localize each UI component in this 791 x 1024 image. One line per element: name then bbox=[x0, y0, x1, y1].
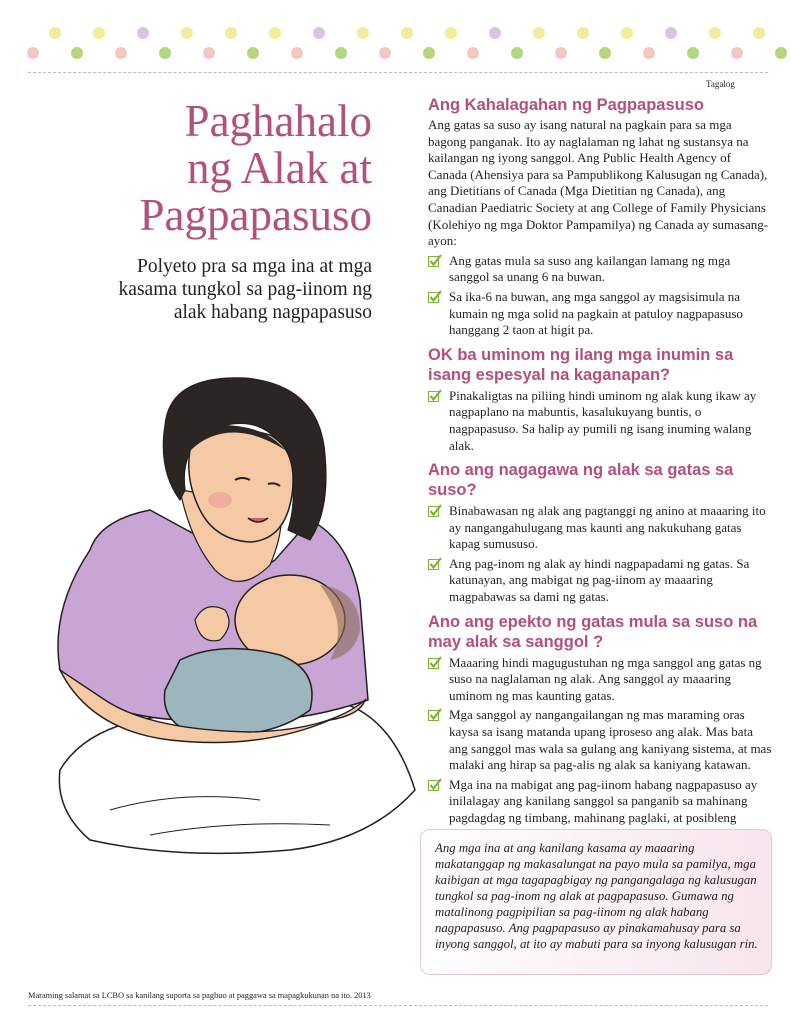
decorative-dot bbox=[115, 47, 127, 59]
decorative-dot bbox=[181, 27, 193, 39]
bullet-list bbox=[428, 503, 773, 606]
mother-baby-illustration bbox=[30, 370, 420, 870]
checkmark-icon bbox=[428, 778, 442, 791]
bullet-text: Ang pag-inom ng alak ay hindi nagpapadami ng gatas. Sa katunayan, ang mabigat ng pag-iinom ay maaaring magpabawas sa dami ng gatas. bbox=[449, 555, 750, 605]
decorative-dot bbox=[621, 27, 633, 39]
section bbox=[428, 460, 773, 606]
decorative-dot bbox=[731, 47, 743, 59]
dot-border bbox=[0, 0, 791, 80]
decorative-dot bbox=[577, 27, 589, 39]
bullet-list bbox=[428, 253, 773, 339]
language-label: Tagalog bbox=[706, 79, 735, 89]
decorative-dot bbox=[71, 47, 83, 59]
decorative-dot bbox=[687, 47, 699, 59]
decorative-dot bbox=[335, 47, 347, 59]
checkmark-icon bbox=[428, 557, 442, 570]
decorative-dot bbox=[401, 27, 413, 39]
decorative-dot bbox=[445, 27, 457, 39]
bullet-text: Binabawasan ng alak ang pagtanggi ng anino at maaaring ito ay nangangahulugang mas kaunti ang nakukuhang gatas kapag sumususo. bbox=[449, 503, 766, 552]
bullet-text: Pinakaligtas na piliing hindi uminom ng alak kung ikaw ay nagpaplano na mabuntis, kasalukuyang buntis, o nagpapasuso. Sa halip ay pumili ng isang inuming walang alak. bbox=[449, 387, 757, 453]
list-item bbox=[428, 655, 773, 705]
decorative-dot bbox=[709, 27, 721, 39]
list-item bbox=[428, 253, 773, 286]
checkmark-icon bbox=[428, 504, 442, 517]
decorative-dot bbox=[313, 27, 325, 39]
bullet-list bbox=[428, 388, 773, 454]
decorative-dot bbox=[753, 27, 765, 39]
decorative-dot bbox=[159, 47, 171, 59]
bullet-text: Ang gatas mula sa suso ang kailangan lamang ng mga sanggol sa unang 6 na buwan. bbox=[449, 252, 731, 285]
decorative-dot bbox=[489, 27, 501, 39]
decorative-dot bbox=[93, 27, 105, 39]
content-column bbox=[428, 95, 773, 849]
section bbox=[428, 612, 773, 844]
callout-box bbox=[420, 829, 772, 975]
checkmark-icon bbox=[428, 290, 442, 303]
section-intro: Ang gatas sa suso ay isang natural na pagkain para sa mga bagong panganak. Ito ay naglalaman ng lahat ng sustansya na kailangan ng iyong sanggol. Ang Public Health Agency of Canada (Ahensiya para sa Pampublikong Kalusugan ng Canada), ang Dietitians of Canada (Mga Dietitian ng Canada), ang Canadian Paediatric Society at ang College of Family Physicians (Kolehiyo ng mga Doktor Pampamilya) ng Canada ay sumasang-ayon: bbox=[428, 117, 769, 249]
section-heading: OK ba uminom ng ilang mga inumin sa isang espesyal na kaganapan? bbox=[428, 345, 734, 384]
section bbox=[428, 345, 773, 454]
page-title bbox=[80, 98, 372, 239]
title-line: Paghahalo bbox=[184, 96, 372, 146]
decorative-dot bbox=[27, 47, 39, 59]
decorative-dot bbox=[511, 47, 523, 59]
decorative-dot bbox=[533, 27, 545, 39]
bullet-text: Mga ina na mabigat ang pag-iinom habang nagpapasuso ay inilalagay ang kanilang sanggol sa panganib sa mahinang pagdagdag ng timbang, mahinang paglaki, at posibleng bbox=[449, 776, 758, 825]
decorative-dot bbox=[225, 27, 237, 39]
title-line: Pagpapasuso bbox=[139, 190, 372, 240]
list-item bbox=[428, 556, 773, 606]
callout-text: Ang mga ina at ang kanilang kasama ay maaaring makatanggap ng makasalungat na payo mula sa pamilya, mga kaibigan at mga tagapagbigay ng pangangalaga ng kalusugan tungkol sa pag-inom ng alak at pagpapasuso. Gumawa ng matalinong pagpipilian sa pag-iinom ng alak habang nagpapasuso. Ang pagpapasuso ay pinakamahusay para sa inyong sanggol, at ito ay mabuti para sa inyong kalusugan rin. bbox=[435, 841, 758, 951]
decorative-dot bbox=[247, 47, 259, 59]
list-item bbox=[428, 289, 773, 339]
decorative-dot bbox=[203, 47, 215, 59]
decorative-dot bbox=[49, 27, 61, 39]
list-item bbox=[428, 707, 773, 773]
section bbox=[428, 95, 773, 339]
decorative-dot bbox=[665, 27, 677, 39]
section-heading: Ano ang epekto ng gatas mula sa suso na may alak sa sanggol ? bbox=[428, 612, 758, 651]
bullet-list bbox=[428, 655, 773, 844]
decorative-dot bbox=[775, 47, 787, 59]
bullet-text: Maaaring hindi magugustuhan ng mga sanggol ang gatas ng suso na naglalaman ng alak. Ang sanggol ay maaaring uminom ng mas kaunting gatas. bbox=[449, 654, 762, 703]
decorative-dot bbox=[555, 47, 567, 59]
bullet-text: Mga sanggol ay nangangailangan ng mas maraming oras kaysa sa isang matanda upang iproseso ang alak. Mas bata ang sanggol mas wala sa gulang ang kaniyang sistema, at mas malaki ang hirap sa pag-alis ng alak sa kaniyang katawan. bbox=[449, 707, 772, 773]
decorative-dot bbox=[643, 47, 655, 59]
section-heading: Ang Kahalagahan ng Pagpapasuso bbox=[428, 96, 704, 114]
list-item bbox=[428, 503, 773, 553]
page-subtitle: Polyeto pra sa mga ina at mga kasama tungkol sa pag-iinom ng alak habang nagpapasuso bbox=[118, 256, 372, 323]
checkmark-icon bbox=[428, 254, 442, 267]
checkmark-icon bbox=[428, 389, 442, 402]
footer-acknowledgement: Maraming salamat sa LCBO sa kanilang suporta sa pagbuo at paggawa sa mapagkukunan na ito. 2013 bbox=[28, 991, 371, 1000]
decorative-dot bbox=[379, 47, 391, 59]
checkmark-icon bbox=[428, 708, 442, 721]
bullet-text: Sa ika-6 na buwan, ang mga sanggol ay magsisimula na kumain ng mga solid na pagkain at patuloy nagpapasuso hanggang 2 taon at higit pa. bbox=[449, 288, 743, 338]
top-dashed-divider bbox=[28, 72, 768, 73]
checkmark-icon bbox=[428, 656, 442, 669]
decorative-dot bbox=[137, 27, 149, 39]
bottom-dashed-divider bbox=[28, 1005, 768, 1006]
decorative-dot bbox=[599, 47, 611, 59]
section-heading: Ano ang nagagawa ng alak sa gatas sa suso? bbox=[428, 461, 734, 500]
decorative-dot bbox=[357, 27, 369, 39]
decorative-dot bbox=[467, 47, 479, 59]
title-line: ng Alak at bbox=[187, 143, 372, 193]
decorative-dot bbox=[291, 47, 303, 59]
decorative-dot bbox=[269, 27, 281, 39]
decorative-dot bbox=[423, 47, 435, 59]
list-item bbox=[428, 388, 773, 454]
